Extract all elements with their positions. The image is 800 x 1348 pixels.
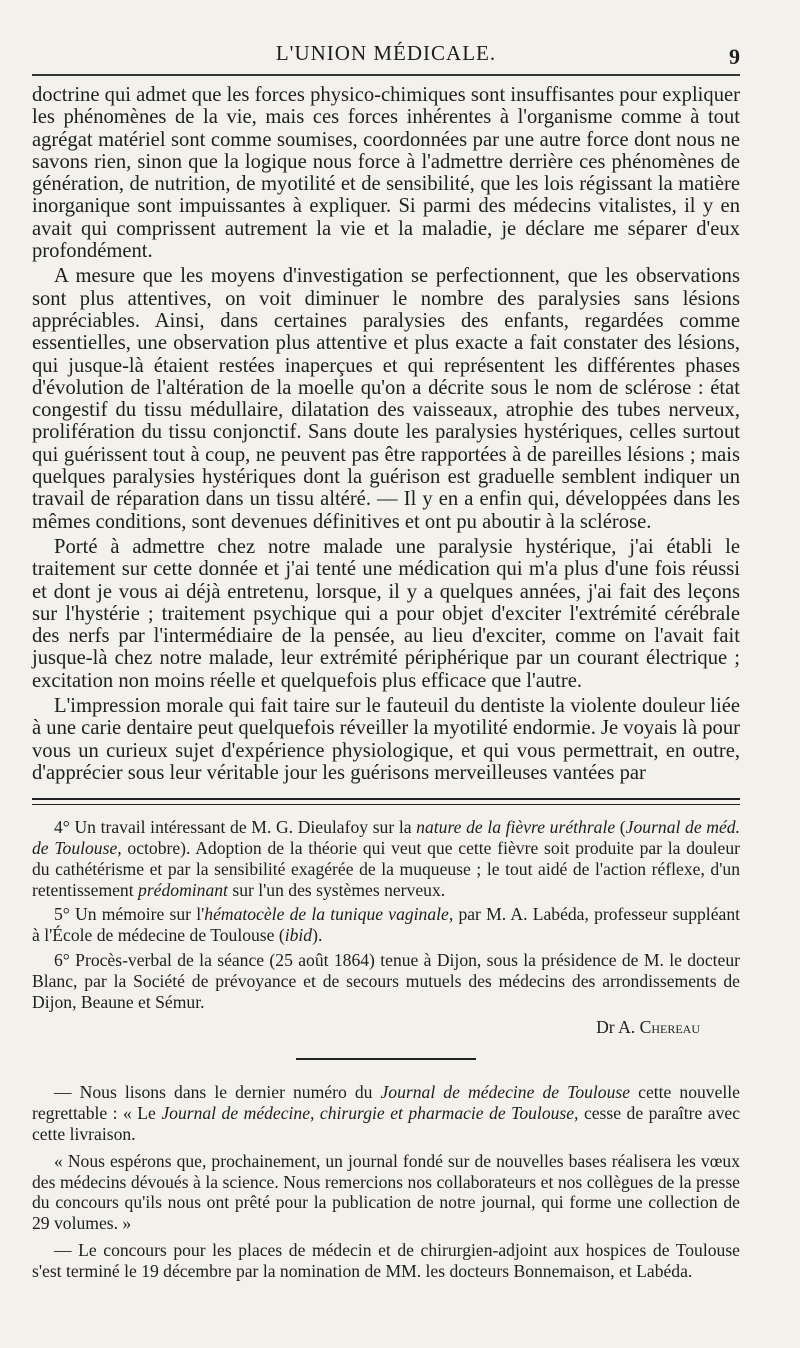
- paragraph-4: L'impression morale qui fait taire sur le fauteuil du dentiste la violente douleur liée à une carie dentaire peut quelquefois réveiller la myotilité endormie. Je voyais là pour vous un curieux sujet d'expérience physiologique, et qui vous permettrait, en outre, d'apprécier sous leur véritable jour les guérisons merveilleuses vantées par: [32, 695, 740, 784]
- paragraph-3: Porté à admettre chez notre malade une paralysie hystérique, j'ai établi le traitement sur cette donnée et j'ai tenté une médication qui m'a plus d'une fois réussi et dont je vous ai déjà entretenu, lorsque, il y a quelques années, j'ai fait des leçons sur l'hystérie ; traitement psychique qui a pour objet d'exciter l'extrémité cérébrale des nerfs par l'intermédiaire de la pensée, au lieu d'exciter, comme on l'avait fait jusque-là chez notre malade, leur extrémité périphérique par un courant électrique ; excitation non moins réelle et quelquefois plus efficace que l'autre.: [32, 535, 740, 692]
- note-6: 6° Procès-verbal de la séance (25 août 1864) tenue à Dijon, sous la présidence de M. le docteur Blanc, par la Société de prévoyance et de secours mutuels des médecins des arrondissements de Dijon, Beaune et Sémur.: [32, 949, 740, 1012]
- header-rule: [32, 74, 740, 76]
- news-section: [32, 1082, 740, 1281]
- signature: Dr A. Chereau: [596, 1017, 700, 1038]
- news-item-2: « Nous espérons que, prochainement, un journal fondé sur de nouvelles bases réalisera les vœux des médecins dévoués à la science. Nous remercions nos collaborateurs et nos collègues de la presse du concours qu'ils nous ont prêté pour la publication de notre journal, qui forme une collection de 29 volumes. »: [32, 1150, 740, 1234]
- notes-section: [32, 817, 740, 1038]
- paragraph-1: doctrine qui admet que les forces physico-chimiques sont insuffisantes pour expliquer les phénomènes de la vie, mais ces forces inhérentes à l'organisme comme à tout agrégat matériel sont comme soumises, coordonnées par une autre force dont nous ne savons rien, sinon que la logique nous force à l'admettre derrière ces phénomènes de génération, de nutrition, de myotilité et de sensibilité, que les lois régissant la matière inorganique sont impuissantes à expliquer. Si parmi des médecins vitalistes, il y en avait qui comprissent autrement la vie et la maladie, je déclare me séparer d'eux profondément.: [32, 84, 740, 263]
- main-text: [32, 84, 740, 784]
- page-number: 9: [729, 44, 740, 69]
- running-title: L'UNION MÉDICALE.: [275, 41, 497, 65]
- news-item-3: — Le concours pour les places de médecin et de chirurgien-adjoint aux hospices de Toulouse s'est terminé le 19 décembre par la nomination de MM. les docteurs Bonnemaison, et Labéda.: [32, 1239, 740, 1281]
- news-item-1: — Nous lisons dans le dernier numéro du Journal de médecine de Toulouse cette nouvelle regrettable : « Le Journal de médecine, chirurgie et pharmacie de Toulouse, cesse de paraître avec cette livraison.: [32, 1082, 741, 1144]
- page-header: [32, 36, 740, 70]
- note-4: 4° Un travail intéressant de M. G. Dieulafoy sur la nature de la fièvre uréthrale (Journal de méd. de Toulouse, octobre). Adoption de la théorie qui veut que cette fièvre soit produite par la douleur du cathétérisme et par la sensibilité exagérée de la muqueuse ; le tout aidé de l'action réflexe, d'un retentissement prédominant sur l'un des systèmes nerveux.: [32, 817, 740, 900]
- short-divider: [296, 1058, 476, 1060]
- section-divider: [32, 798, 740, 805]
- note-5: 5° Un mémoire sur l'hématocèle de la tunique vaginale, par M. A. Labéda, professeur suppléant à l'École de médecine de Toulouse (ibid).: [32, 904, 741, 946]
- paragraph-2: A mesure que les moyens d'investigation se perfectionnent, que les observations sont plus attentives, on voit diminuer le nombre des paralysies sans lésions appréciables. Ainsi, dans certaines paralysies des enfants, regardées comme essentielles, une observation plus attentive et plus exacte a fait constater des lésions, qui jusque-là étaient restées inaperçues et qui représentent les différentes phases d'évolution de l'altération de la moelle qu'on a décrite sous le nom de sclérose : état congestif du tissu médullaire, dilatation des vaisseaux, atrophie des tubes nerveux, prolifération du tissu conjonctif. Sans doute les paralysies hystériques, celles surtout qui guérissent tout à coup, ne peuvent pas être rapportées à de pareilles lésions ; mais quelques paralysies hystériques dont la guérison est graduelle semblent indiquer un travail de réparation dans un tissu altéré. — Il y en a enfin qui, développées dans les mêmes conditions, sont devenues définitives et ont pu aboutir à la sclérose.: [32, 265, 740, 533]
